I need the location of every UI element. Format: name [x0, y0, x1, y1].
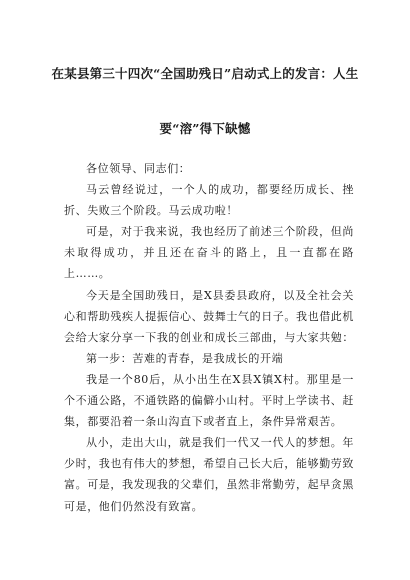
body-paragraph: 我是一个80后，从小出生在X县X镇X村。那里是一个不通公路，不通铁路的偏僻小山村。平时上学读书、赶集，都要沿着一条山沟直下或者直上，条件异常艰苦。 — [64, 372, 354, 429]
body-paragraph: 从小，走出大山，就是我们一代又一代人的梦想。年少时，我也有伟大的梦想，希望自己长大后，能够勤劳致富。可是，我发现我的父辈们，虽然非常勤劳，起早贪黑可是，他们仍然没有致富。 — [64, 436, 354, 513]
document-title-line-2: 要“溶”得下缺憾 — [159, 121, 251, 136]
section-heading: 第一步：苦难的青春，是我成长的开端 — [86, 351, 284, 365]
body-paragraph: 马云曾经说过，一个人的成功，都要经历成长、挫折、失败三个阶段。马云成功啦！ — [64, 183, 354, 218]
document-body — [64, 158, 354, 517]
body-paragraph: 今天是全国助残日，是X县委县政府，以及全社会关心和帮助残疾人提振信心、鼓舞士气的日子。我也借此机会给大家分享一下我的创业和成长三部曲，与大家共勉： — [64, 288, 354, 344]
salutation-paragraph: 各位领导、同志们： — [86, 162, 191, 175]
document-title-line-1: 在某县第三十四次“全国助残日”启动式上的发言：人生 — [51, 66, 359, 81]
body-paragraph: 可是，对于我来说，我也经历了前述三个阶段，但尚未取得成功，并且还在奋斗的路上，且一直都在路上……。 — [64, 225, 354, 281]
